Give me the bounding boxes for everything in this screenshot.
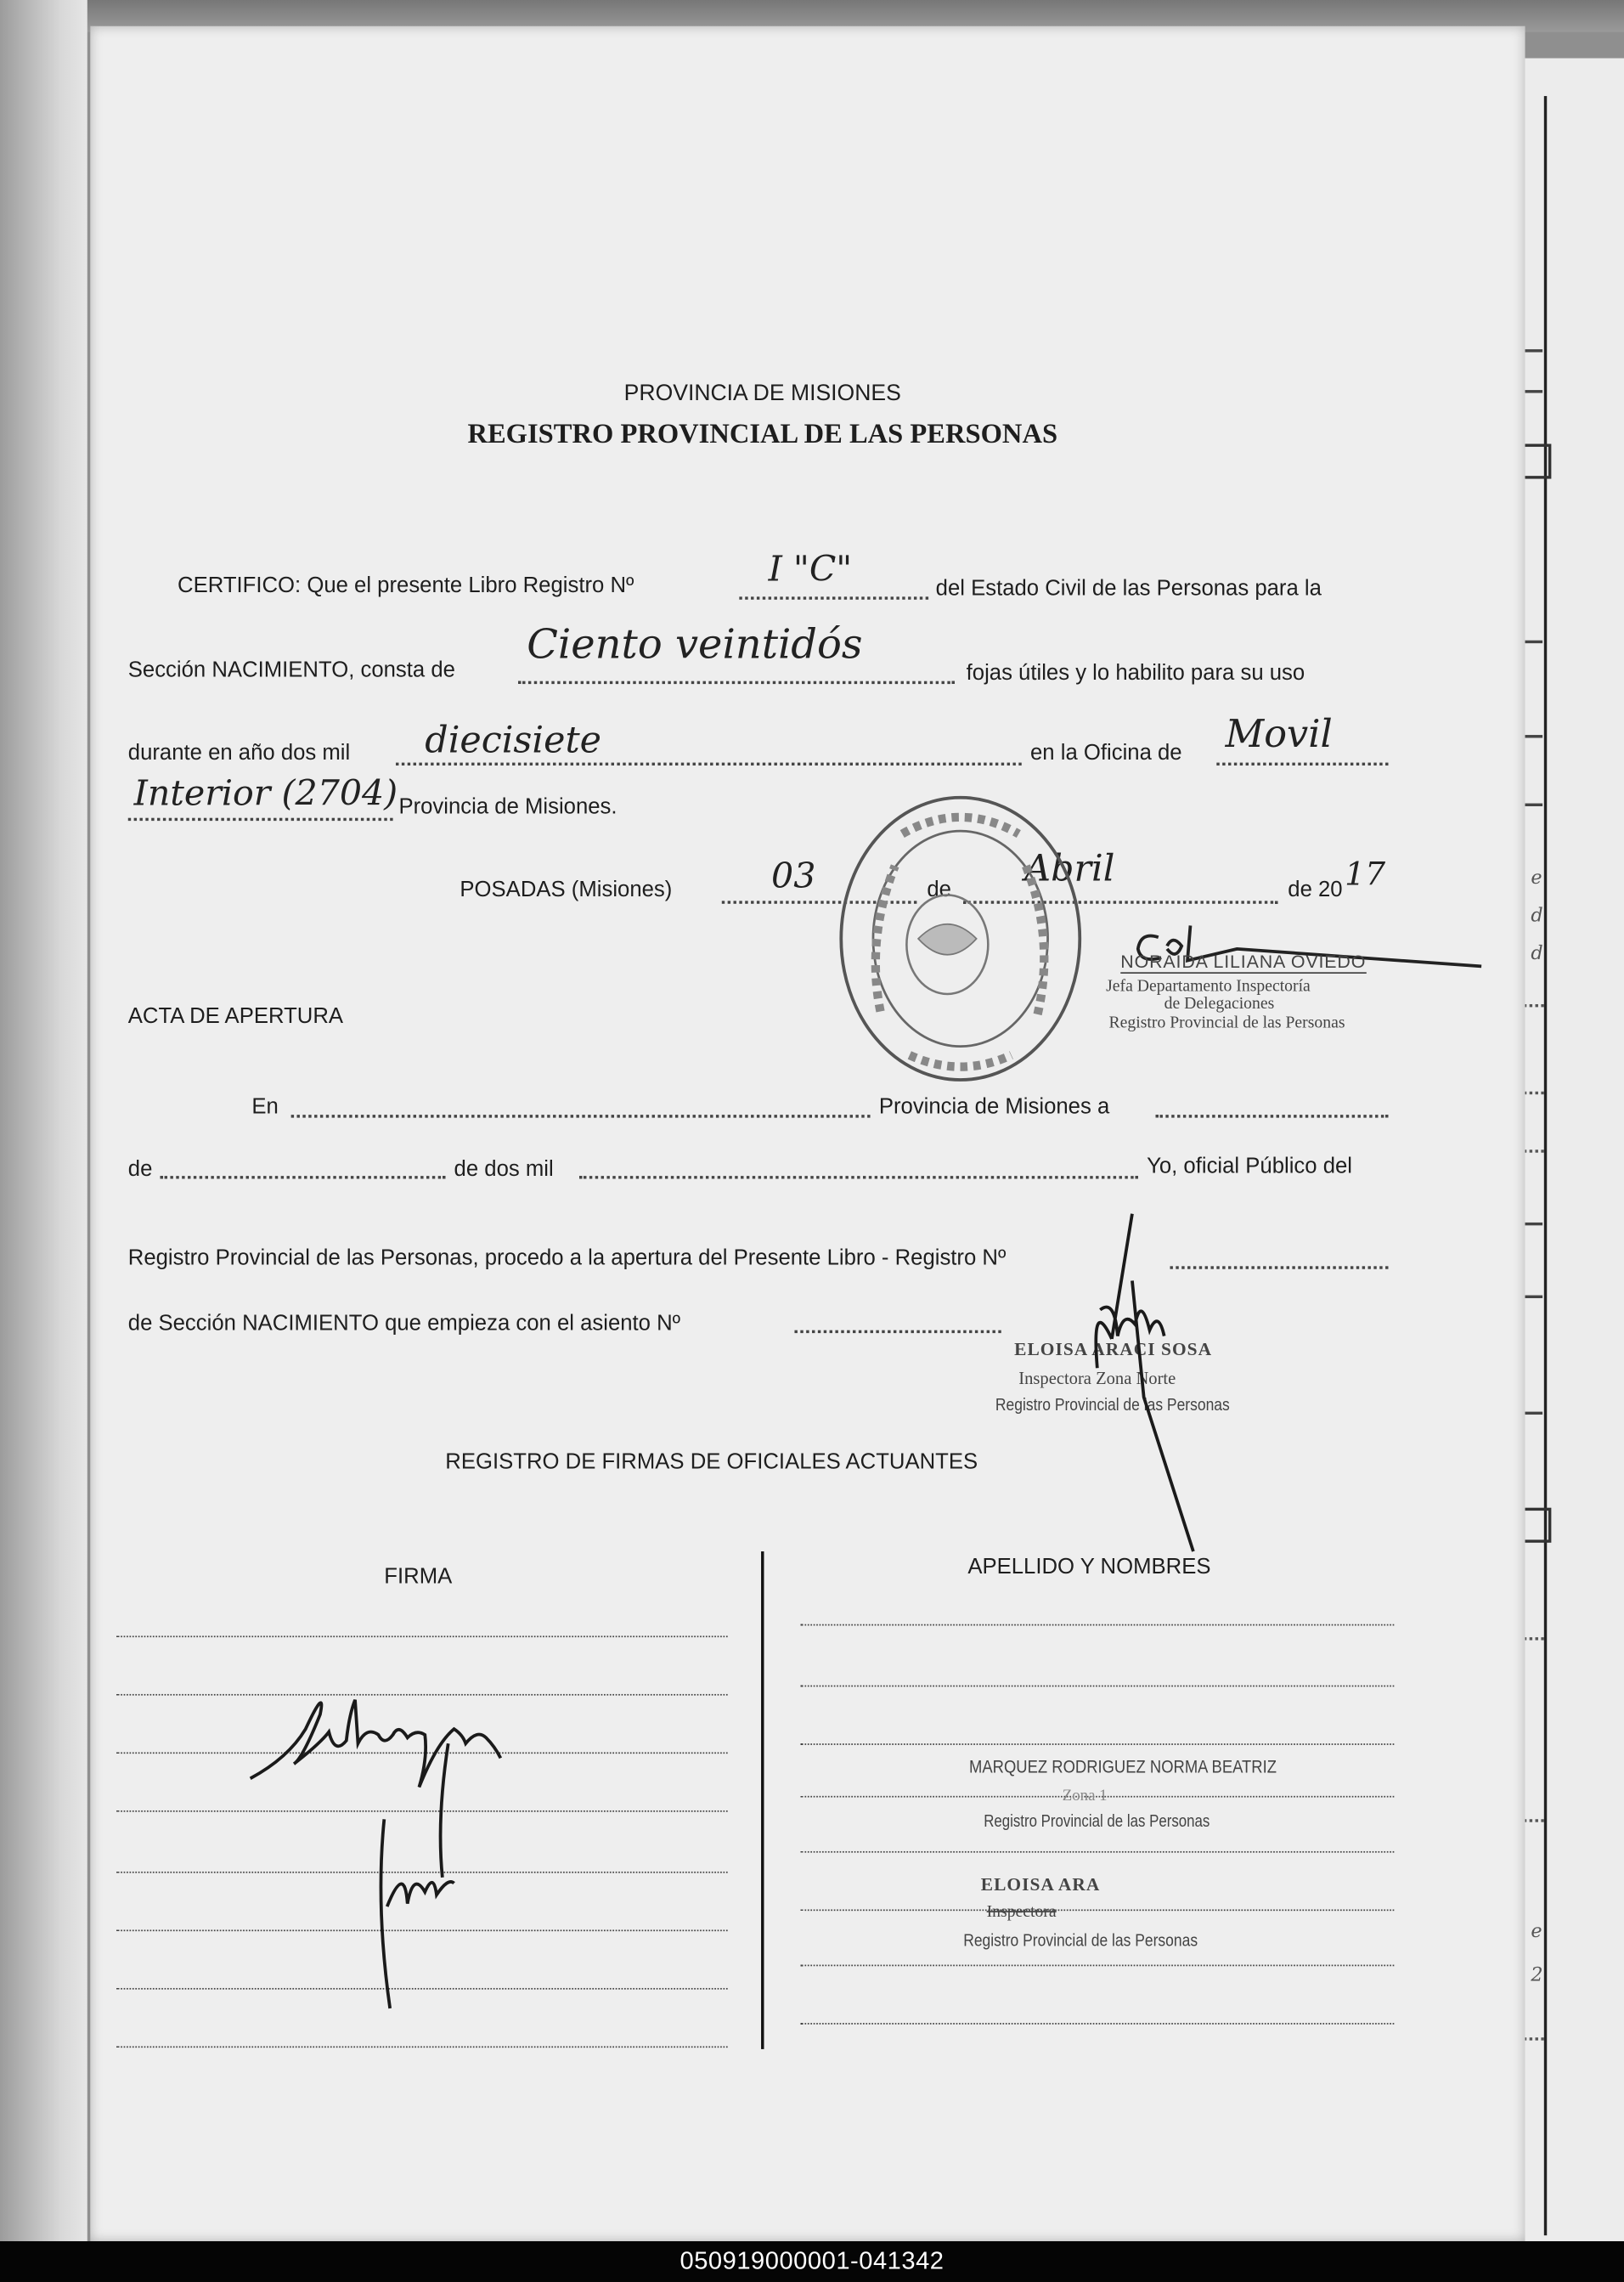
adjacent-mark: [1522, 1223, 1542, 1225]
cert-line2-suffix: fojas útiles y lo habilito para su uso: [966, 660, 1305, 686]
acta-line1-mid: Provincia de Misiones a: [878, 1094, 1110, 1120]
marquez-stamp-registry: Registro Provincial de las Personas: [984, 1810, 1210, 1831]
eloisa-stamp-title: Inspectora: [986, 1903, 1057, 1922]
adjacent-handwriting: d: [1531, 905, 1543, 928]
adjacent-dots: [1524, 1637, 1544, 1640]
adjacent-mark: [1522, 1296, 1542, 1298]
adjacent-handwriting: 2: [1531, 1964, 1543, 1987]
adjacent-dots: [1524, 1092, 1544, 1094]
marquez-stamp-name: MARQUEZ RODRIGUEZ NORMA BEATRIZ: [969, 1756, 1277, 1777]
year-suffix-handwriting: 17: [1345, 856, 1386, 894]
acta-place-field: [291, 1115, 871, 1117]
adjacent-mark: [1522, 804, 1542, 806]
libro-number-field: [739, 596, 928, 599]
sosa-stamp-registry: Registro Provincial de las Personas: [995, 1394, 1230, 1415]
firma-line: [116, 2046, 728, 2048]
adjacent-box: [1522, 1508, 1551, 1543]
acta-line4: de Sección NACIMIENTO que empieza con el asiento Nº: [127, 1311, 681, 1336]
firma-line: [116, 1635, 728, 1637]
acta-line3: Registro Provincial de las Personas, procedo a la apertura del Presente Libro - Registro Nº: [127, 1245, 1007, 1271]
acta-title: ACTA DE APERTURA: [127, 1003, 344, 1030]
acta-asiento-field: [794, 1330, 1001, 1333]
nombre-line: [800, 2023, 1394, 2025]
eloisa-stamp-name: ELOISA ARA: [980, 1874, 1101, 1895]
firmas-title: REGISTRO DE FIRMAS DE OFICIALES ACTUANTES: [445, 1449, 978, 1475]
acta-year-field: [579, 1176, 1138, 1178]
nombre-line: [800, 1624, 1394, 1626]
firma-column-header: FIRMA: [384, 1564, 453, 1590]
year-field: [396, 763, 1022, 765]
acta-line2-mid: de dos mil: [454, 1156, 554, 1182]
sosa-stamp-title: Inspectora Zona Norte: [1018, 1368, 1176, 1389]
cert-line2-prefix: Sección NACIMIENTO, consta de: [127, 658, 455, 683]
cert-line3-prefix: durante en año dos mil: [127, 740, 351, 766]
libro-number-handwriting: I "C": [768, 548, 853, 590]
acta-line2-end: Yo, oficial Público del: [1147, 1154, 1353, 1179]
adjacent-box: [1522, 443, 1551, 478]
sosa-firma-signature: [364, 1731, 480, 2023]
sosa-signature: [1048, 1208, 1208, 1557]
adjacent-handwriting: d: [1531, 943, 1543, 965]
office-handwriting: Movil: [1225, 713, 1333, 757]
day-handwriting: 03: [771, 856, 816, 897]
nombre-line: [800, 1909, 1394, 1911]
book-left-edge: [0, 0, 87, 2241]
adjacent-dots: [1524, 1149, 1544, 1152]
sosa-stamp-name: ELOISA ARACI SOSA: [1014, 1338, 1213, 1359]
adjacent-dots: [1524, 2037, 1544, 2040]
nombre-line: [800, 1743, 1394, 1745]
cert-line4-suffix: Provincia de Misiones.: [398, 794, 617, 820]
adjacent-handwriting: e: [1531, 867, 1542, 890]
cert-line3-mid: en la Oficina de: [1030, 740, 1182, 766]
adjacent-mark: [1522, 1412, 1542, 1415]
year-handwriting: diecisiete: [425, 719, 602, 761]
oviedo-stamp-title: Jefa Departamento Inspectoría: [1106, 978, 1311, 996]
adjacent-page-rule: [1544, 96, 1547, 2235]
acta-line2-de: de: [127, 1156, 153, 1182]
de-label: de: [927, 877, 951, 903]
oviedo-stamp-name: NORAIDA LILIANA OVIEDO: [1120, 952, 1367, 973]
acta-month-field: [160, 1176, 445, 1178]
oviedo-stamp-title2: de Delegaciones: [1164, 995, 1275, 1014]
official-round-seal: [837, 794, 1084, 1085]
province-heading: PROVINCIA DE MISIONES: [623, 381, 901, 406]
registry-heading: REGISTRO PROVINCIAL DE LAS PERSONAS: [467, 419, 1058, 450]
firmas-column-divider: [761, 1551, 764, 2049]
cert-line1-prefix: CERTIFICO: Que el presente Libro Registro Nº: [178, 573, 634, 599]
acta-day-field: [1155, 1115, 1388, 1117]
acta-line1-en: En: [251, 1094, 279, 1120]
adjacent-mark: [1522, 641, 1542, 643]
fojas-handwriting: Ciento veintidós: [527, 619, 863, 669]
nombre-line: [800, 1965, 1394, 1967]
adjacent-mark: [1522, 349, 1542, 352]
adjacent-dots: [1524, 1004, 1544, 1007]
year-prefix: de 20: [1288, 877, 1343, 903]
adjacent-handwriting: e: [1531, 1921, 1542, 1943]
fojas-field: [518, 681, 955, 684]
nombres-column-header: APELLIDO Y NOMBRES: [967, 1554, 1211, 1579]
oviedo-stamp-registry: Registro Provincial de las Personas: [1108, 1014, 1345, 1032]
adjacent-dots: [1524, 1819, 1544, 1822]
scan-footer-bar: [0, 2241, 1624, 2282]
eloisa-stamp-registry: Registro Provincial de las Personas: [963, 1929, 1198, 1951]
office-line2-handwriting: Interior (2704): [133, 772, 398, 814]
barcode-id: 050919000001-041342: [679, 2246, 945, 2275]
adjacent-mark: [1522, 390, 1542, 393]
office-line2-field: [128, 818, 393, 821]
month-handwriting: Abril: [1024, 846, 1115, 890]
nombre-line: [800, 1686, 1394, 1687]
nombre-line: [800, 1851, 1394, 1853]
office-field: [1216, 763, 1388, 765]
marquez-stamp-title: Zona 1: [1062, 1787, 1108, 1805]
cert-line1-suffix: del Estado Civil de las Personas para la: [935, 576, 1322, 602]
place-label: POSADAS (Misiones): [460, 877, 673, 903]
adjacent-mark: [1522, 735, 1542, 737]
